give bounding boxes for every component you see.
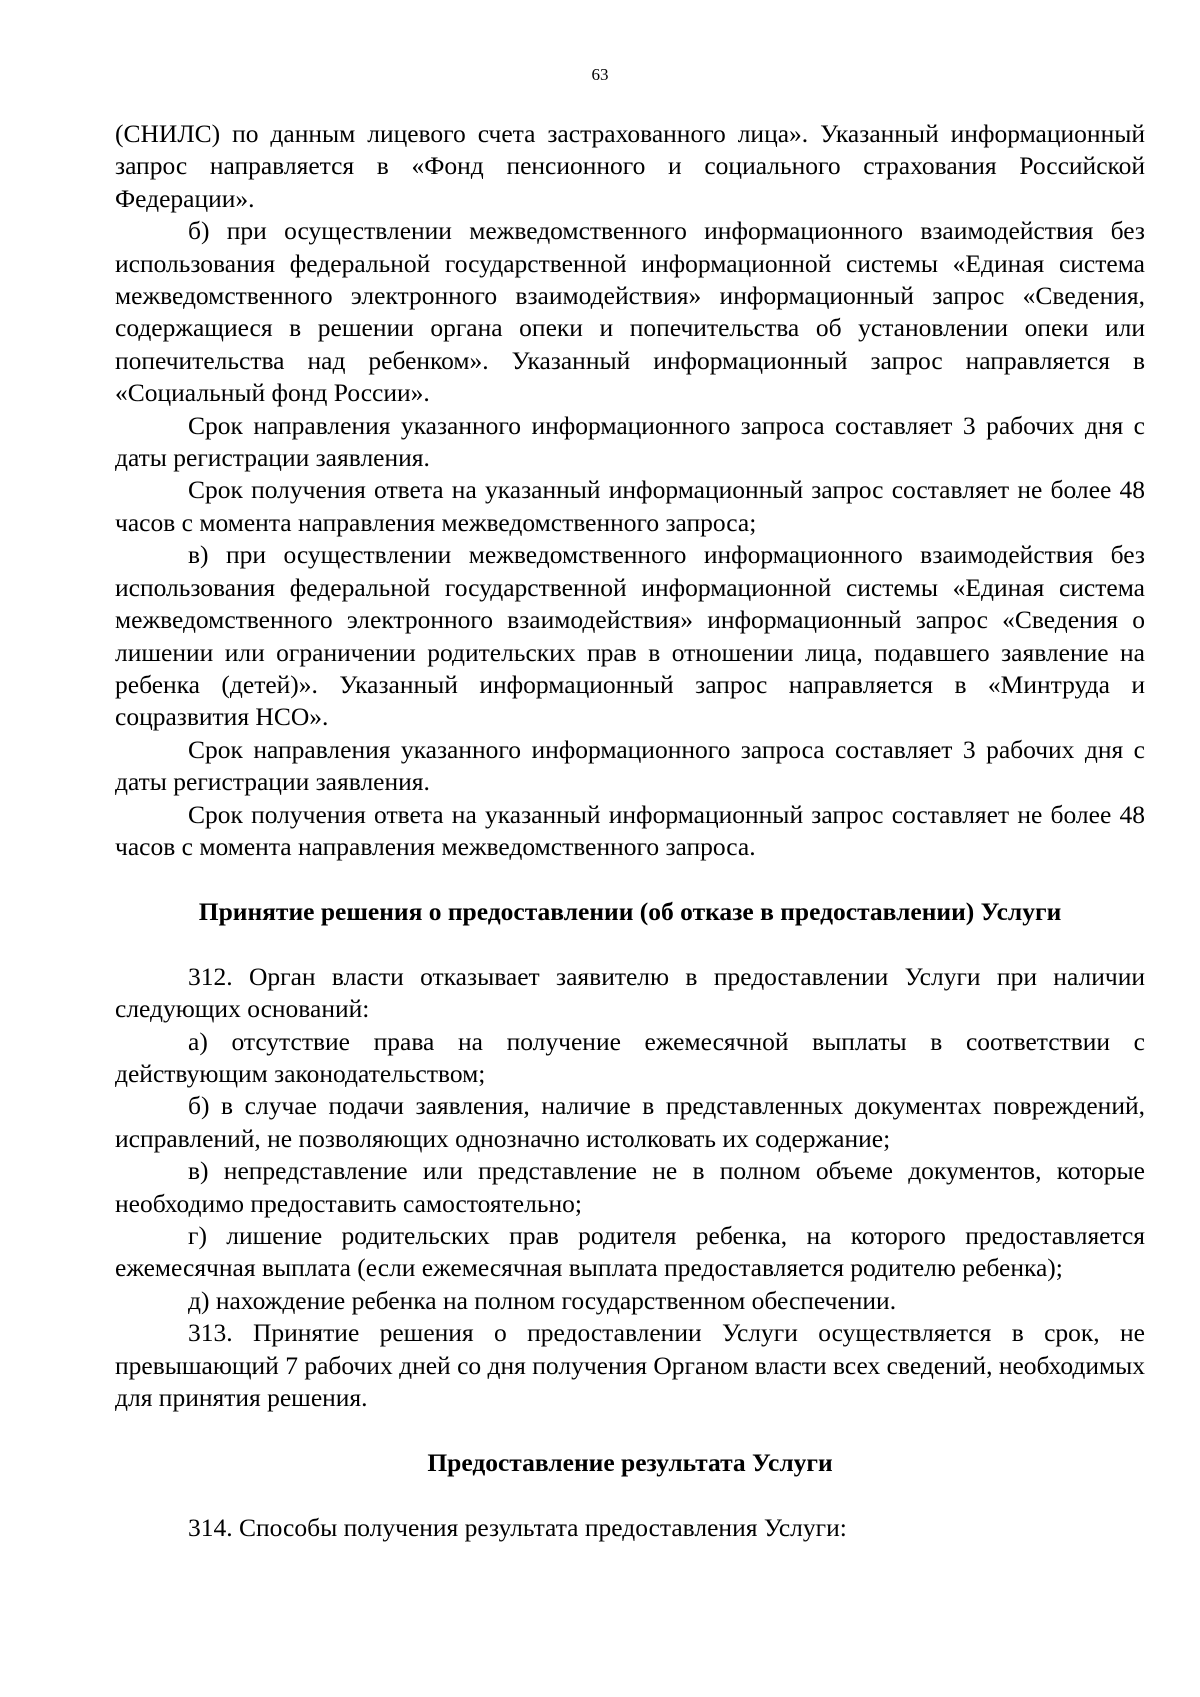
page-number: 63 — [591, 65, 609, 84]
paragraph-response-deadline: Срок получения ответа на указанный информационный запрос составляет не более 48 часов с момента направления межведомственного запроса; — [115, 475, 1145, 537]
paragraph-312-a: а) отсутствие права на получение ежемесячной выплаты в соответствии с действующим законодательством; — [115, 1026, 1145, 1088]
paragraph-request-deadline: Срок направления указанного информационного запроса составляет 3 рабочих дня с даты регистрации заявления. — [115, 410, 1145, 473]
paragraph-snils-continuation: (СНИЛС) по данным лицевого счета застрахованного лица». Указанный информационный запрос направляется в «Фонд пенсионного и социального страхования Российской Федерации». — [115, 119, 1145, 213]
section-heading-result: Предоставление результата Услуги — [427, 1448, 833, 1478]
paragraph-312-g: г) лишение родительских прав родителя ребенка, на которого предоставляется ежемесячная выплата (если ежемесячная выплата предоставляется родителю ребенка); — [115, 1221, 1145, 1283]
paragraph-312-d: д) нахождение ребенка на полном государственном обеспечении. — [188, 1285, 897, 1315]
paragraph-request-deadline-2: Срок направления указанного информационного запроса составляет 3 рабочих дня с даты регистрации заявления. — [115, 734, 1145, 797]
paragraph-312: 312. Орган власти отказывает заявителю в предоставлении Услуги при наличии следующих оснований: — [115, 961, 1145, 1024]
paragraph-item-v-request: в) при осуществлении межведомственного информационного взаимодействия без использования федеральной государственной информационной системы «Единая система межведомственного электронного взаимодействия» информационный запрос «Сведения о лишении или ограничении родительских прав в отношении лица, подавшего заявление на ребенка (детей)». Указанный информационный запрос направляется в «Минтруда и соцразвития НСО». — [115, 540, 1145, 732]
paragraph-313: 313. Принятие решения о предоставлении Услуги осуществляется в срок, не превышающий 7 рабочих дней со дня получения Органом власти всех сведений, необходимых для принятия решения. — [115, 1318, 1145, 1413]
paragraph-item-b-request: б) при осуществлении межведомственного информационного взаимодействия без использования федеральной государственной информационной системы «Единая система межведомственного электронного взаимодействия» информационный запрос «Сведения, содержащиеся в решении органа опеки и попечительства об установлении опеки или попечительства над ребенком». Указанный информационный запрос направляется в «Социальный фонд России». — [115, 216, 1145, 408]
paragraph-312-b: б) в случае подачи заявления, наличие в представленных документах повреждений, исправлений, не позволяющих однозначно истолковать их содержание; — [115, 1091, 1145, 1153]
paragraph-response-deadline-2: Срок получения ответа на указанный информационный запрос составляет не более 48 часов с момента направления межведомственного запроса. — [115, 799, 1145, 861]
section-heading-decision: Принятие решения о предоставлении (об отказе в предоставлении) Услуги — [198, 897, 1062, 927]
paragraph-314: 314. Способы получения результата предоставления Услуги: — [188, 1512, 847, 1542]
document-body — [115, 118, 1145, 1544]
paragraph-312-v: в) непредставление или представление не в полном объеме документов, которые необходимо предоставить самостоятельно; — [115, 1156, 1145, 1218]
